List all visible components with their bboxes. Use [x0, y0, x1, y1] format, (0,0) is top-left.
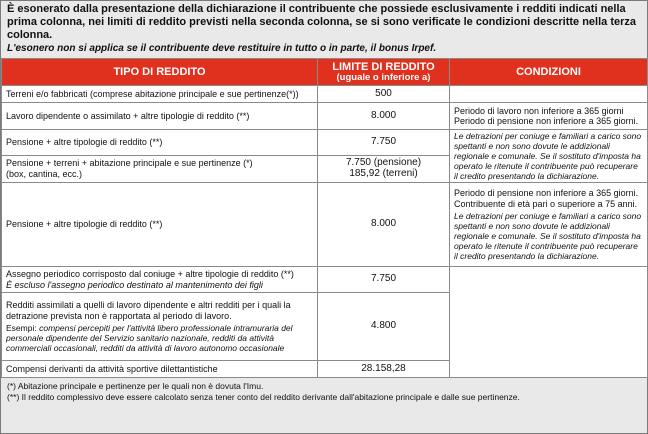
condizione-line: Periodo di pensione non inferiore a 365 giorni. — [454, 116, 639, 126]
limite-cell: 8.000 — [318, 103, 450, 130]
reddito-line: Pensione + terreni + abitazione principale e sue pertinenze (*) — [6, 158, 253, 169]
footnote-1: (*) Abitazione principale e pertinenze per le quali non è dovuta l'Imu. — [7, 381, 264, 391]
header-limite-di-reddito — [318, 59, 450, 86]
reddito-cell: Pensione + altre tipologie di reddito (**) — [2, 183, 318, 267]
limite-cell: 7.750 — [318, 130, 450, 156]
header-condizioni: CONDIZIONI — [450, 59, 648, 86]
reddito-cell: Pensione + altre tipologie di reddito (**) — [2, 130, 318, 156]
condizione-line: Contribuente di età pari o superiore a 75 anni. — [454, 198, 638, 209]
condizione-line: Periodo di pensione non inferiore a 365 giorni. — [454, 188, 639, 198]
reddito-line: Redditi assimilati a quelli di lavoro dipendente e altri redditi per i quali la detrazione prevista non è rapportata al periodo di lavoro. — [6, 300, 291, 321]
limite-cell: 7.750 — [318, 267, 450, 293]
reddito-note: È escluso l'assegno periodico destinato al mantenimento dei figli — [6, 279, 263, 290]
table-row — [2, 267, 648, 293]
table-row — [2, 86, 648, 103]
reddito-cell — [2, 267, 318, 293]
reddito-cell: Compensi derivanti da attività sportive dilettantistiche — [2, 361, 318, 378]
limite-cell: 28.158,28 — [318, 361, 450, 378]
exemption-table — [1, 58, 648, 378]
reddito-cell — [2, 293, 318, 361]
intro-text: È esonerato dalla presentazione della dichiarazione il contribuente che possiede esclusivamente i redditi indicati nella prima colonna, nei limiti di reddito previsti nella seconda colonna, se si sono verificate le condizioni descritte nella terza colonna. — [7, 3, 636, 41]
table-row — [2, 130, 648, 156]
condizione-note: Le detrazioni per coniuge e familiari a carico sono spettanti e non sono dovute le addizionali regionale e comunale. Se il sostituto d'imposta ha operato le ritenute il contribuente può recuperare il credito presentando la dichiarazione. — [454, 131, 642, 181]
esempi-text: compensi percepiti per l'attività libero professionale intramuraria del personale dipendente del Servizio sanitario nazionale, redditi da attività commerciali occasionali, redditi da attività di lavoro autonomo occasionale — [6, 323, 293, 353]
reddito-cell: Lavoro dipendente o assimilato + altre tipologie di reddito (**) — [2, 103, 318, 130]
condizione-line: Periodo di lavoro non inferiore a 365 giorni — [454, 105, 624, 116]
header-limite-sub: (uguale o inferiore a) — [336, 72, 431, 83]
limite-cell: 8.000 — [318, 183, 450, 267]
condizioni-cell — [450, 86, 648, 103]
limite-cell — [318, 155, 450, 182]
header-limite-main: LIMITE DI REDDITO — [332, 61, 435, 73]
esempi-label: Esempi: — [6, 323, 37, 333]
condizioni-cell — [450, 130, 648, 183]
table-row — [2, 103, 648, 130]
table-header-row — [2, 59, 648, 86]
condizioni-cell — [450, 103, 648, 130]
limite-line: 185,92 (terreni) — [349, 167, 418, 179]
condizioni-cell — [450, 267, 648, 378]
condizioni-cell — [450, 183, 648, 267]
limite-cell: 500 — [318, 86, 450, 103]
limite-cell: 4.800 — [318, 293, 450, 361]
reddito-cell — [2, 155, 318, 182]
footnote-2: (**) Il reddito complessivo deve essere calcolato senza tener conto del reddito derivante dall'abitazione principale e dalle sue pertinenze. — [7, 392, 520, 402]
header-tipo-di-reddito: TIPO DI REDDITO — [2, 59, 318, 86]
table-row — [2, 183, 648, 267]
intro-note: L'esonero non si applica se il contribuente deve restituire in tutto o in parte, il bonus Irpef. — [7, 43, 437, 54]
reddito-line: Assegno periodico corrisposto dal coniuge + altre tipologie di reddito (**) — [6, 269, 294, 279]
condizione-note: Le detrazioni per coniuge e familiari a carico sono spettanti e non sono dovute le addizionali regionale e comunale. Se il sostituto d'imposta ha operato le ritenute il contribuente può recuperare il credito presentando la dichiarazione. — [454, 211, 642, 261]
limite-line: 7.750 (pensione) — [345, 157, 422, 169]
esempi-line — [6, 323, 313, 353]
footnotes — [1, 378, 647, 403]
reddito-line: (box, cantina, ecc.) — [6, 168, 83, 179]
reddito-cell: Terreni e/o fabbricati (comprese abitazione principale e sue pertinenze(*)) — [2, 86, 318, 103]
